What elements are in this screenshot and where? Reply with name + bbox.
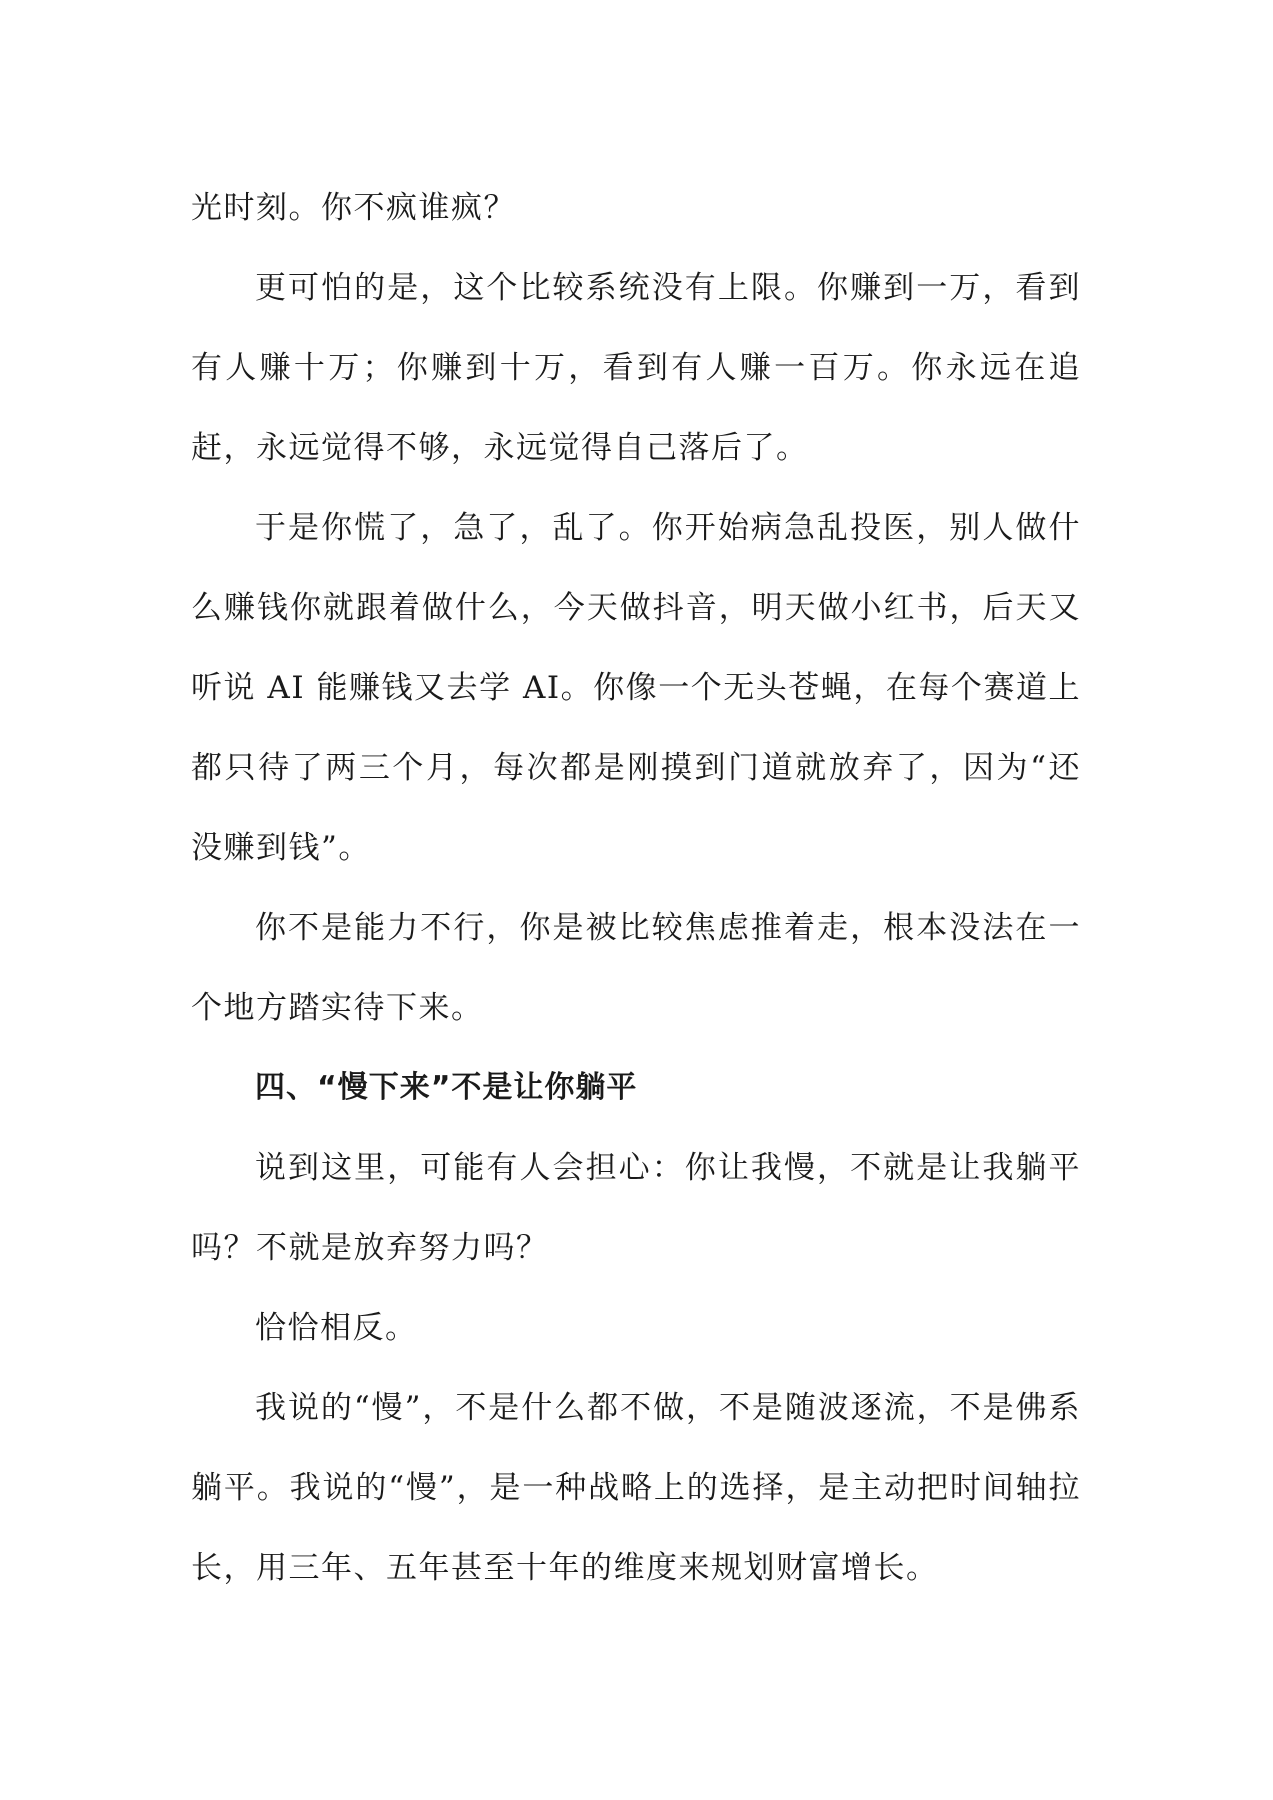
paragraph-continuation: 光时刻。你不疯谁疯？ [191,190,516,226]
paragraph-panic: 于是你慌了，急了，乱了。你开始病急乱投医，别人做什么赚钱你就跟着做什么，今天做抖音，明天做小红书，后天又听说 AI 能赚钱又去学 AI。你像一个无头苍蝇，在每个赛道上都只待了两三个月，每次都是刚摸到门道就放弃了，因为“还没赚到钱”。 [191,510,1081,866]
paragraph-concern: 说到这里，可能有人会担心：你让我慢，不就是让我躺平吗？不就是放弃努力吗？ [191,1150,1081,1266]
paragraph-comparison-system: 更可怕的是，这个比较系统没有上限。你赚到一万，看到有人赚十万；你赚到十万，看到有人赚一百万。你永远在追赶，永远觉得不够，永远觉得自己落后了。 [191,270,1081,466]
paragraph-anxiety: 你不是能力不行，你是被比较焦虑推着走，根本没法在一个地方踏实待下来。 [191,910,1081,1026]
section-heading: 四、“慢下来”不是让你躺平 [255,1070,638,1105]
paragraph-slow-strategy: 我说的“慢”，不是什么都不做，不是随波逐流，不是佛系躺平。我说的“慢”，是一种战略上的选择，是主动把时间轴拉长，用三年、五年甚至十年的维度来规划财富增长。 [191,1390,1081,1586]
document-body [191,168,1081,1608]
paragraph-opposite: 恰恰相反。 [255,1310,418,1346]
